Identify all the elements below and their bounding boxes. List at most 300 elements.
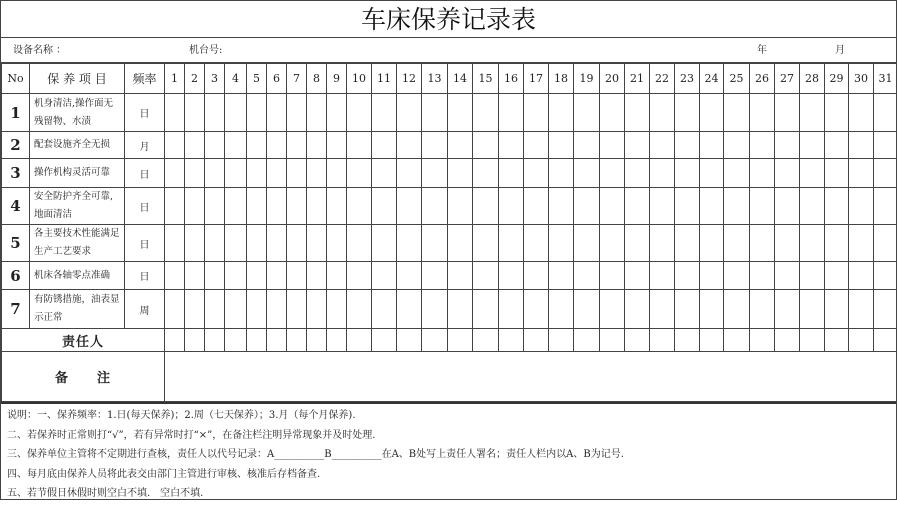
day-check-cell[interactable]: [524, 132, 549, 159]
day-check-cell[interactable]: [372, 132, 397, 159]
responsible-cell[interactable]: [625, 329, 650, 352]
day-check-cell[interactable]: [448, 225, 473, 262]
day-check-cell[interactable]: [347, 132, 372, 159]
header-item: 保 养 项 目: [30, 64, 125, 94]
day-check-cell[interactable]: [307, 290, 327, 329]
day-check-cell[interactable]: [397, 94, 422, 132]
day-check-cell[interactable]: [247, 94, 267, 132]
day-check-cell[interactable]: [499, 159, 524, 188]
row-number: 4: [2, 188, 30, 225]
remarks-field[interactable]: [165, 352, 897, 402]
day-check-cell[interactable]: [185, 290, 205, 329]
day-check-cell[interactable]: [347, 159, 372, 188]
day-check-cell[interactable]: [422, 159, 448, 188]
day-check-cell[interactable]: [287, 159, 307, 188]
day-check-cell[interactable]: [165, 188, 185, 225]
responsible-cell[interactable]: [225, 329, 247, 352]
day-check-cell[interactable]: [372, 290, 397, 329]
day-check-cell[interactable]: [874, 94, 897, 132]
responsible-cell[interactable]: [800, 329, 825, 352]
day-check-cell[interactable]: [267, 225, 287, 262]
responsible-cell[interactable]: [675, 329, 700, 352]
header-day: 19: [574, 64, 600, 94]
day-check-cell[interactable]: [287, 94, 307, 132]
day-check-cell[interactable]: [225, 94, 247, 132]
day-check-cell[interactable]: [307, 262, 327, 290]
row-item: 操作机构灵活可靠: [30, 159, 125, 188]
day-check-cell[interactable]: [750, 225, 775, 262]
day-check-cell[interactable]: [775, 225, 800, 262]
row-item: 安全防护齐全可靠,地面清洁: [30, 188, 125, 225]
day-check-cell[interactable]: [849, 132, 874, 159]
day-check-cell[interactable]: [448, 94, 473, 132]
day-check-cell[interactable]: [800, 225, 825, 262]
day-check-cell[interactable]: [625, 132, 650, 159]
day-check-cell[interactable]: [675, 262, 700, 290]
day-check-cell[interactable]: [397, 132, 422, 159]
responsible-cell[interactable]: [874, 329, 897, 352]
day-check-cell[interactable]: [307, 94, 327, 132]
day-check-cell[interactable]: [247, 290, 267, 329]
day-check-cell[interactable]: [700, 290, 724, 329]
day-check-cell[interactable]: [724, 188, 750, 225]
day-check-cell[interactable]: [675, 188, 700, 225]
responsible-cell[interactable]: [205, 329, 225, 352]
day-check-cell[interactable]: [849, 159, 874, 188]
day-check-cell[interactable]: [549, 290, 574, 329]
responsible-cell[interactable]: [267, 329, 287, 352]
row-item: 各主要技术性能满足生产工艺要求: [30, 225, 125, 262]
day-check-cell[interactable]: [700, 94, 724, 132]
header-day: 27: [775, 64, 800, 94]
day-check-cell[interactable]: [724, 225, 750, 262]
responsible-label: 责任人: [2, 329, 165, 352]
remarks-label: 备 注: [2, 352, 165, 402]
day-check-cell[interactable]: [700, 132, 724, 159]
table-row: [2, 225, 897, 262]
day-check-cell[interactable]: [874, 225, 897, 262]
table-row: [2, 159, 897, 188]
responsible-cell[interactable]: [549, 329, 574, 352]
day-check-cell[interactable]: [448, 262, 473, 290]
day-check-cell[interactable]: [600, 290, 625, 329]
day-check-cell[interactable]: [549, 262, 574, 290]
responsible-cell[interactable]: [307, 329, 327, 352]
day-check-cell[interactable]: [825, 132, 849, 159]
responsible-cell[interactable]: [750, 329, 775, 352]
day-check-cell[interactable]: [267, 159, 287, 188]
day-check-cell[interactable]: [675, 225, 700, 262]
day-check-cell[interactable]: [524, 225, 549, 262]
row-number: 3: [2, 159, 30, 188]
day-check-cell[interactable]: [625, 290, 650, 329]
info-row: [1, 38, 896, 63]
day-check-cell[interactable]: [225, 159, 247, 188]
day-check-cell[interactable]: [574, 188, 600, 225]
day-check-cell[interactable]: [347, 290, 372, 329]
day-check-cell[interactable]: [473, 225, 499, 262]
day-check-cell[interactable]: [307, 159, 327, 188]
responsible-cell[interactable]: [724, 329, 750, 352]
responsible-cell[interactable]: [775, 329, 800, 352]
day-check-cell[interactable]: [574, 132, 600, 159]
table-row: [2, 94, 897, 132]
day-check-cell[interactable]: [574, 290, 600, 329]
day-check-cell[interactable]: [700, 262, 724, 290]
header-day: 15: [473, 64, 499, 94]
day-check-cell[interactable]: [549, 188, 574, 225]
responsible-cell[interactable]: [448, 329, 473, 352]
day-check-cell[interactable]: [327, 225, 347, 262]
day-check-cell[interactable]: [225, 188, 247, 225]
day-check-cell[interactable]: [185, 225, 205, 262]
header-day: 16: [499, 64, 524, 94]
day-check-cell[interactable]: [724, 94, 750, 132]
day-check-cell[interactable]: [800, 159, 825, 188]
year-label: 年: [757, 38, 767, 63]
day-check-cell[interactable]: [524, 94, 549, 132]
day-check-cell[interactable]: [448, 290, 473, 329]
day-check-cell[interactable]: [473, 132, 499, 159]
day-check-cell[interactable]: [625, 262, 650, 290]
day-check-cell[interactable]: [422, 94, 448, 132]
day-check-cell[interactable]: [165, 132, 185, 159]
day-check-cell[interactable]: [372, 94, 397, 132]
day-check-cell[interactable]: [825, 262, 849, 290]
day-check-cell[interactable]: [499, 262, 524, 290]
day-check-cell[interactable]: [205, 225, 225, 262]
day-check-cell[interactable]: [600, 225, 625, 262]
row-item: 有防锈措施，油表显示正常: [30, 290, 125, 329]
day-check-cell[interactable]: [524, 290, 549, 329]
note-line: 四、每月底由保养人员将此表交由部门主管进行审核、核准后存档备查.: [7, 465, 890, 485]
day-check-cell[interactable]: [775, 262, 800, 290]
day-check-cell[interactable]: [422, 132, 448, 159]
day-check-cell[interactable]: [307, 132, 327, 159]
header-day: 30: [849, 64, 874, 94]
day-check-cell[interactable]: [750, 262, 775, 290]
day-check-cell[interactable]: [625, 188, 650, 225]
responsible-cell[interactable]: [600, 329, 625, 352]
responsible-cell[interactable]: [372, 329, 397, 352]
day-check-cell[interactable]: [874, 132, 897, 159]
day-check-cell[interactable]: [675, 94, 700, 132]
day-check-cell[interactable]: [422, 225, 448, 262]
day-check-cell[interactable]: [397, 262, 422, 290]
remarks-row: [2, 352, 897, 402]
day-check-cell[interactable]: [397, 290, 422, 329]
day-check-cell[interactable]: [825, 159, 849, 188]
day-check-cell[interactable]: [205, 159, 225, 188]
day-check-cell[interactable]: [287, 290, 307, 329]
responsible-cell[interactable]: [287, 329, 307, 352]
header-day: 23: [675, 64, 700, 94]
day-check-cell[interactable]: [675, 132, 700, 159]
day-check-cell[interactable]: [574, 262, 600, 290]
table-row: [2, 188, 897, 225]
month-label: 月: [835, 38, 845, 63]
row-frequency: 周: [125, 290, 165, 329]
machine-number-label: 机台号:: [189, 38, 222, 63]
row-number: 1: [2, 94, 30, 132]
notes-section: [1, 402, 896, 506]
day-check-cell[interactable]: [287, 132, 307, 159]
day-check-cell[interactable]: [549, 225, 574, 262]
day-check-cell[interactable]: [800, 262, 825, 290]
day-check-cell[interactable]: [205, 94, 225, 132]
day-check-cell[interactable]: [499, 225, 524, 262]
day-check-cell[interactable]: [600, 262, 625, 290]
day-check-cell[interactable]: [625, 225, 650, 262]
day-check-cell[interactable]: [185, 262, 205, 290]
day-check-cell[interactable]: [473, 159, 499, 188]
header-day: 12: [397, 64, 422, 94]
day-check-cell[interactable]: [165, 159, 185, 188]
responsible-cell[interactable]: [849, 329, 874, 352]
day-check-cell[interactable]: [422, 262, 448, 290]
day-check-cell[interactable]: [247, 159, 267, 188]
row-number: 5: [2, 225, 30, 262]
responsible-cell[interactable]: [422, 329, 448, 352]
header-day: 13: [422, 64, 448, 94]
day-check-cell[interactable]: [165, 94, 185, 132]
day-check-cell[interactable]: [347, 94, 372, 132]
responsible-cell[interactable]: [165, 329, 185, 352]
day-check-cell[interactable]: [327, 262, 347, 290]
day-check-cell[interactable]: [825, 94, 849, 132]
header-no: No: [2, 64, 30, 94]
day-check-cell[interactable]: [448, 132, 473, 159]
day-check-cell[interactable]: [473, 262, 499, 290]
day-check-cell[interactable]: [750, 290, 775, 329]
header-day: 2: [185, 64, 205, 94]
day-check-cell[interactable]: [849, 225, 874, 262]
day-check-cell[interactable]: [473, 290, 499, 329]
header-day: 21: [625, 64, 650, 94]
day-check-cell[interactable]: [650, 159, 675, 188]
day-check-cell[interactable]: [165, 290, 185, 329]
header-row: [2, 64, 897, 94]
day-check-cell[interactable]: [397, 159, 422, 188]
day-check-cell[interactable]: [675, 290, 700, 329]
day-check-cell[interactable]: [775, 132, 800, 159]
day-check-cell[interactable]: [372, 262, 397, 290]
day-check-cell[interactable]: [724, 262, 750, 290]
day-check-cell[interactable]: [849, 94, 874, 132]
day-check-cell[interactable]: [165, 262, 185, 290]
responsible-cell[interactable]: [185, 329, 205, 352]
day-check-cell[interactable]: [267, 262, 287, 290]
row-item: 机床各轴零点准确: [30, 262, 125, 290]
day-check-cell[interactable]: [372, 225, 397, 262]
header-day: 9: [327, 64, 347, 94]
day-check-cell[interactable]: [600, 188, 625, 225]
responsible-cell[interactable]: [650, 329, 675, 352]
day-check-cell[interactable]: [247, 188, 267, 225]
day-check-cell[interactable]: [874, 290, 897, 329]
responsible-cell[interactable]: [327, 329, 347, 352]
day-check-cell[interactable]: [849, 262, 874, 290]
responsible-cell[interactable]: [700, 329, 724, 352]
day-check-cell[interactable]: [287, 225, 307, 262]
day-check-cell[interactable]: [874, 262, 897, 290]
day-check-cell[interactable]: [185, 132, 205, 159]
day-check-cell[interactable]: [775, 94, 800, 132]
day-check-cell[interactable]: [327, 132, 347, 159]
day-check-cell[interactable]: [775, 290, 800, 329]
day-check-cell[interactable]: [775, 188, 800, 225]
row-frequency: 日: [125, 94, 165, 132]
day-check-cell[interactable]: [499, 290, 524, 329]
day-check-cell[interactable]: [549, 132, 574, 159]
day-check-cell[interactable]: [225, 225, 247, 262]
day-check-cell[interactable]: [499, 188, 524, 225]
day-check-cell[interactable]: [372, 188, 397, 225]
day-check-cell[interactable]: [650, 188, 675, 225]
day-check-cell[interactable]: [347, 262, 372, 290]
day-check-cell[interactable]: [800, 290, 825, 329]
row-item: 机身清洁,操作面无残留物、水渍: [30, 94, 125, 132]
day-check-cell[interactable]: [549, 94, 574, 132]
row-frequency: 日: [125, 159, 165, 188]
day-check-cell[interactable]: [874, 159, 897, 188]
day-check-cell[interactable]: [650, 94, 675, 132]
day-check-cell[interactable]: [825, 290, 849, 329]
day-check-cell[interactable]: [397, 188, 422, 225]
day-check-cell[interactable]: [473, 94, 499, 132]
responsible-cell[interactable]: [347, 329, 372, 352]
row-frequency: 月: [125, 132, 165, 159]
day-check-cell[interactable]: [800, 188, 825, 225]
day-check-cell[interactable]: [327, 94, 347, 132]
day-check-cell[interactable]: [307, 188, 327, 225]
day-check-cell[interactable]: [650, 290, 675, 329]
header-day: 26: [750, 64, 775, 94]
day-check-cell[interactable]: [724, 290, 750, 329]
header-day: 1: [165, 64, 185, 94]
day-check-cell[interactable]: [600, 132, 625, 159]
day-check-cell[interactable]: [675, 159, 700, 188]
day-check-cell[interactable]: [165, 225, 185, 262]
day-check-cell[interactable]: [524, 159, 549, 188]
day-check-cell[interactable]: [205, 132, 225, 159]
responsible-cell[interactable]: [574, 329, 600, 352]
day-check-cell[interactable]: [700, 225, 724, 262]
day-check-cell[interactable]: [225, 262, 247, 290]
day-check-cell[interactable]: [600, 94, 625, 132]
day-check-cell[interactable]: [205, 290, 225, 329]
day-check-cell[interactable]: [524, 188, 549, 225]
header-day: 4: [225, 64, 247, 94]
day-check-cell[interactable]: [267, 132, 287, 159]
day-check-cell[interactable]: [574, 225, 600, 262]
day-check-cell[interactable]: [800, 132, 825, 159]
responsible-cell[interactable]: [397, 329, 422, 352]
day-check-cell[interactable]: [287, 262, 307, 290]
day-check-cell[interactable]: [874, 188, 897, 225]
day-check-cell[interactable]: [800, 94, 825, 132]
day-check-cell[interactable]: [750, 159, 775, 188]
responsible-cell[interactable]: [825, 329, 849, 352]
responsible-cell[interactable]: [499, 329, 524, 352]
day-check-cell[interactable]: [625, 159, 650, 188]
day-check-cell[interactable]: [225, 132, 247, 159]
day-check-cell[interactable]: [185, 94, 205, 132]
day-check-cell[interactable]: [750, 132, 775, 159]
day-check-cell[interactable]: [448, 188, 473, 225]
day-check-cell[interactable]: [307, 225, 327, 262]
day-check-cell[interactable]: [650, 132, 675, 159]
day-check-cell[interactable]: [347, 225, 372, 262]
day-check-cell[interactable]: [205, 262, 225, 290]
day-check-cell[interactable]: [650, 225, 675, 262]
header-day: 17: [524, 64, 549, 94]
day-check-cell[interactable]: [724, 159, 750, 188]
day-check-cell[interactable]: [750, 188, 775, 225]
day-check-cell[interactable]: [549, 159, 574, 188]
day-check-cell[interactable]: [625, 94, 650, 132]
day-check-cell[interactable]: [422, 290, 448, 329]
day-check-cell[interactable]: [205, 188, 225, 225]
day-check-cell[interactable]: [247, 225, 267, 262]
day-check-cell[interactable]: [185, 188, 205, 225]
day-check-cell[interactable]: [267, 188, 287, 225]
header-day: 5: [247, 64, 267, 94]
responsible-cell[interactable]: [247, 329, 267, 352]
day-check-cell[interactable]: [524, 262, 549, 290]
day-check-cell[interactable]: [700, 188, 724, 225]
responsible-cell[interactable]: [524, 329, 549, 352]
day-check-cell[interactable]: [267, 290, 287, 329]
day-check-cell[interactable]: [849, 188, 874, 225]
day-check-cell[interactable]: [372, 159, 397, 188]
day-check-cell[interactable]: [473, 188, 499, 225]
row-item: 配套设施齐全无损: [30, 132, 125, 159]
day-check-cell[interactable]: [574, 94, 600, 132]
maintenance-table: [1, 63, 897, 402]
day-check-cell[interactable]: [287, 188, 307, 225]
day-check-cell[interactable]: [327, 290, 347, 329]
responsible-cell[interactable]: [473, 329, 499, 352]
day-check-cell[interactable]: [750, 94, 775, 132]
day-check-cell[interactable]: [247, 132, 267, 159]
header-frequency: 频率: [125, 64, 165, 94]
day-check-cell[interactable]: [327, 159, 347, 188]
day-check-cell[interactable]: [825, 188, 849, 225]
day-check-cell[interactable]: [422, 188, 448, 225]
day-check-cell[interactable]: [724, 132, 750, 159]
day-check-cell[interactable]: [499, 94, 524, 132]
day-check-cell[interactable]: [185, 159, 205, 188]
day-check-cell[interactable]: [825, 225, 849, 262]
day-check-cell[interactable]: [327, 188, 347, 225]
day-check-cell[interactable]: [700, 159, 724, 188]
header-day: 31: [874, 64, 897, 94]
row-number: 7: [2, 290, 30, 329]
day-check-cell[interactable]: [247, 262, 267, 290]
day-check-cell[interactable]: [225, 290, 247, 329]
day-check-cell[interactable]: [574, 159, 600, 188]
day-check-cell[interactable]: [347, 188, 372, 225]
day-check-cell[interactable]: [448, 159, 473, 188]
day-check-cell[interactable]: [775, 159, 800, 188]
day-check-cell[interactable]: [499, 132, 524, 159]
day-check-cell[interactable]: [397, 225, 422, 262]
day-check-cell[interactable]: [650, 262, 675, 290]
day-check-cell[interactable]: [267, 94, 287, 132]
day-check-cell[interactable]: [849, 290, 874, 329]
day-check-cell[interactable]: [600, 159, 625, 188]
